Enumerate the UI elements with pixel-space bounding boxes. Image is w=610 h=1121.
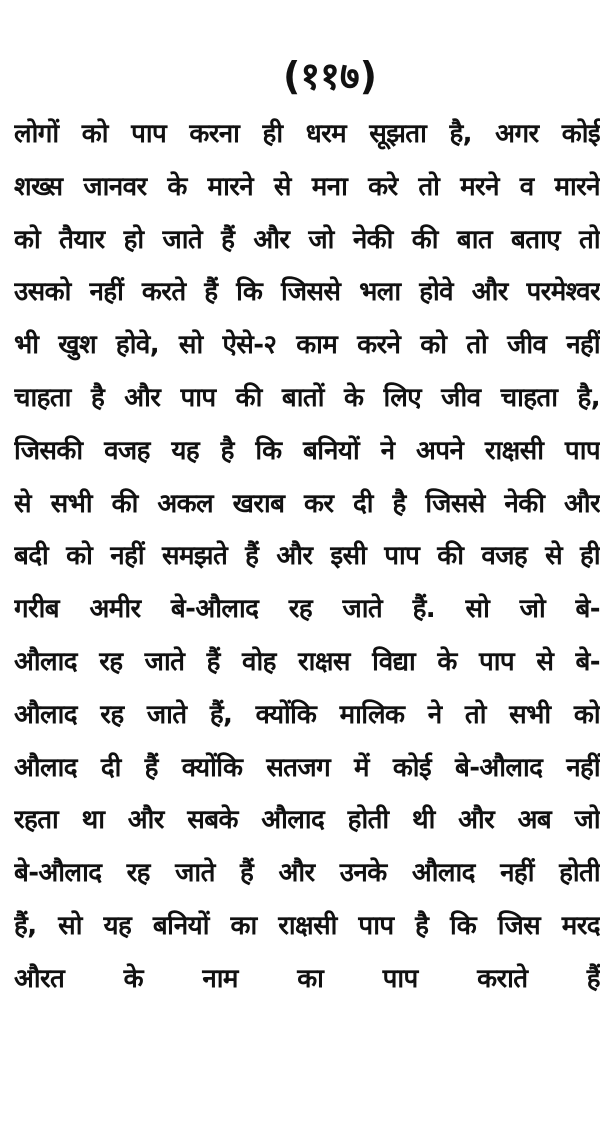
text-line: गरीब अमीर बे-औलाद रह जाते हैं. सो जो बे-: [14, 594, 600, 625]
body-text: [14, 108, 600, 1006]
text-line: लोगों को पाप करना ही धरम सूझता है, अगर कोई: [14, 119, 600, 149]
text-line: शख्स जानवर के मारने से मना करे तो मरने व मारने: [14, 171, 600, 202]
text-line: को तैयार हो जाते हैं और जो नेकी की बात बताए तो: [14, 224, 600, 255]
text-line: औरत के नाम का पाप कराते हैं: [14, 963, 600, 994]
page-number: (११७): [282, 54, 377, 98]
text-line: औलाद दी हैं क्योंकि सतजग में कोई बे-औलाद नहीं: [14, 752, 600, 783]
text-line: भी खुश होवे, सो ऐसे-२ काम करने को तो जीव नहीं: [14, 330, 600, 361]
text-line: बदी को नहीं समझते हैं और इसी पाप की वजह से ही: [14, 541, 600, 572]
text-line: औलाद रह जाते हैं, क्योंकि मालिक ने तो सभी को: [14, 699, 600, 730]
text-line: उसको नहीं करते हैं कि जिससे भला होवे और परमेश्वर: [14, 277, 600, 308]
text-line: हैं, सो यह बनियों का राक्षसी पाप है कि जिस मरद: [14, 910, 600, 941]
text-line: जिसकी वजह यह है कि बनियों ने अपने राक्षसी पाप: [14, 435, 600, 466]
text-line: औलाद रह जाते हैं वोह राक्षस विद्या के पाप से बे-: [14, 646, 600, 677]
text-line: रहता था और सबके औलाद होती थी और अब जो: [14, 805, 600, 836]
text-line: बे-औलाद रह जाते हैं और उनके औलाद नहीं होती: [14, 858, 600, 889]
text-line: चाहता है और पाप की बातों के लिए जीव चाहता है,: [14, 382, 600, 413]
text-line: से सभी की अकल खराब कर दी है जिससे नेकी और: [14, 488, 600, 519]
